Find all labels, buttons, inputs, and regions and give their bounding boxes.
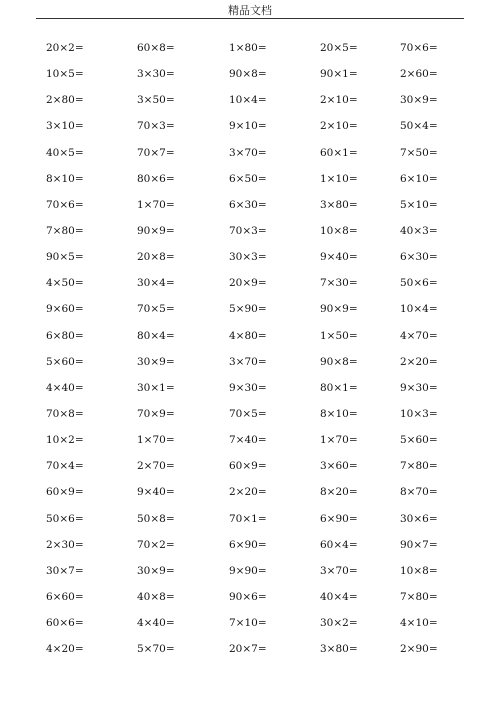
problem-item: 40×5= <box>46 146 84 159</box>
problem-item: 6×90= <box>229 538 267 551</box>
header-title: 精品文档 <box>228 4 272 17</box>
problem-item: 40×4= <box>320 590 358 603</box>
problem-item: 70×5= <box>229 407 267 420</box>
problem-row <box>0 458 500 484</box>
problem-item: 9×60= <box>46 303 84 316</box>
problem-item: 30×9= <box>137 564 175 577</box>
problem-item: 4×70= <box>400 329 438 342</box>
problem-item: 10×4= <box>400 303 438 316</box>
problem-item: 70×1= <box>229 512 267 525</box>
problem-item: 50×6= <box>400 277 438 290</box>
problem-row <box>0 92 500 118</box>
problem-item: 70×4= <box>46 460 84 473</box>
problem-item: 3×70= <box>229 146 267 159</box>
problem-item: 9×40= <box>320 251 358 264</box>
problem-grid <box>0 40 500 667</box>
problem-item: 20×5= <box>320 42 358 54</box>
problem-item: 3×50= <box>137 94 175 107</box>
problem-row <box>0 589 500 615</box>
problem-item: 10×4= <box>229 94 267 107</box>
problem-row <box>0 406 500 432</box>
problem-item: 90×6= <box>229 590 267 603</box>
problem-row <box>0 537 500 563</box>
problem-item: 50×8= <box>137 512 175 525</box>
problem-item: 8×20= <box>320 486 358 499</box>
problem-row <box>0 432 500 458</box>
problem-item: 2×70= <box>137 460 175 473</box>
problem-item: 2×80= <box>46 94 84 107</box>
problem-item: 90×9= <box>137 224 175 237</box>
problem-item: 6×50= <box>229 172 267 185</box>
problem-item: 70×3= <box>137 120 175 133</box>
problem-item: 60×9= <box>229 460 267 473</box>
problem-item: 2×20= <box>229 486 267 499</box>
problem-item: 6×30= <box>400 251 438 264</box>
problem-item: 7×80= <box>400 460 438 473</box>
problem-item: 9×10= <box>229 120 267 133</box>
problem-item: 60×4= <box>320 538 358 551</box>
problem-item: 1×50= <box>320 329 358 342</box>
problem-item: 3×10= <box>46 120 84 133</box>
problem-item: 20×2= <box>46 42 84 54</box>
problem-item: 4×80= <box>229 329 267 342</box>
problem-item: 3×80= <box>320 198 358 211</box>
problem-row <box>0 615 500 641</box>
problem-item: 90×1= <box>320 68 358 81</box>
problem-item: 50×4= <box>400 120 438 133</box>
page-header <box>36 0 464 19</box>
problem-item: 2×60= <box>400 68 438 81</box>
problem-row <box>0 145 500 171</box>
problem-row <box>0 171 500 197</box>
problem-item: 5×70= <box>137 643 175 656</box>
problem-item: 90×5= <box>46 251 84 264</box>
problem-item: 3×80= <box>320 643 358 656</box>
problem-item: 4×40= <box>137 617 175 630</box>
problem-row <box>0 197 500 223</box>
problem-row <box>0 118 500 144</box>
problem-item: 20×7= <box>229 643 267 656</box>
problem-item: 8×70= <box>400 486 438 499</box>
problem-item: 20×9= <box>229 277 267 290</box>
problem-item: 6×90= <box>320 512 358 525</box>
problem-item: 40×8= <box>137 590 175 603</box>
problem-item: 6×60= <box>46 590 84 603</box>
problem-item: 70×6= <box>400 42 438 54</box>
problem-item: 30×4= <box>137 277 175 290</box>
problem-item: 90×9= <box>320 303 358 316</box>
problem-item: 4×40= <box>46 381 84 394</box>
problem-item: 80×4= <box>137 329 175 342</box>
problem-item: 60×1= <box>320 146 358 159</box>
problem-item: 2×10= <box>320 120 358 133</box>
problem-item: 10×8= <box>320 224 358 237</box>
problem-item: 90×7= <box>400 538 438 551</box>
problem-item: 1×10= <box>320 172 358 185</box>
problem-item: 2×90= <box>400 643 438 656</box>
problem-item: 30×9= <box>137 355 175 368</box>
problem-row <box>0 223 500 249</box>
problem-item: 5×60= <box>46 355 84 368</box>
problem-item: 7×30= <box>320 277 358 290</box>
problem-item: 7×40= <box>229 434 267 447</box>
problem-row <box>0 40 500 66</box>
problem-row <box>0 249 500 275</box>
problem-item: 10×3= <box>400 407 438 420</box>
problem-row <box>0 66 500 92</box>
problem-row <box>0 354 500 380</box>
problem-item: 8×10= <box>46 172 84 185</box>
problem-item: 1×70= <box>137 198 175 211</box>
problem-item: 30×9= <box>400 94 438 107</box>
problem-item: 6×10= <box>400 172 438 185</box>
problem-row <box>0 301 500 327</box>
problem-item: 1×70= <box>137 434 175 447</box>
problem-row <box>0 484 500 510</box>
problem-item: 2×30= <box>46 538 84 551</box>
problem-item: 1×80= <box>229 42 267 54</box>
problem-item: 7×50= <box>400 146 438 159</box>
problem-item: 5×10= <box>400 198 438 211</box>
problem-item: 3×30= <box>137 68 175 81</box>
problem-item: 9×30= <box>229 381 267 394</box>
problem-item: 60×8= <box>137 42 175 54</box>
problem-item: 9×90= <box>229 564 267 577</box>
problem-item: 90×8= <box>229 68 267 81</box>
problem-row <box>0 275 500 301</box>
problem-item: 3×60= <box>320 460 358 473</box>
problem-item: 7×80= <box>46 224 84 237</box>
problem-item: 6×80= <box>46 329 84 342</box>
problem-item: 30×7= <box>46 564 84 577</box>
problem-item: 1×70= <box>320 434 358 447</box>
problem-item: 70×3= <box>229 224 267 237</box>
problem-item: 30×3= <box>229 251 267 264</box>
problem-item: 4×20= <box>46 643 84 656</box>
problem-item: 2×10= <box>320 94 358 107</box>
problem-item: 30×6= <box>400 512 438 525</box>
problem-row <box>0 511 500 537</box>
problem-item: 9×40= <box>137 486 175 499</box>
problem-row <box>0 380 500 406</box>
problem-item: 70×2= <box>137 538 175 551</box>
problem-item: 80×6= <box>137 172 175 185</box>
problem-item: 3×70= <box>229 355 267 368</box>
problem-item: 60×6= <box>46 617 84 630</box>
problem-item: 7×10= <box>229 617 267 630</box>
problem-item: 90×8= <box>320 355 358 368</box>
problem-item: 10×8= <box>400 564 438 577</box>
problem-row <box>0 328 500 354</box>
problem-row <box>0 563 500 589</box>
problem-item: 5×90= <box>229 303 267 316</box>
problem-item: 9×30= <box>400 381 438 394</box>
problem-item: 5×60= <box>400 434 438 447</box>
problem-item: 10×5= <box>46 68 84 81</box>
problem-item: 3×70= <box>320 564 358 577</box>
problem-item: 70×8= <box>46 407 84 420</box>
problem-item: 2×20= <box>400 355 438 368</box>
problem-item: 7×80= <box>400 590 438 603</box>
problem-item: 70×6= <box>46 198 84 211</box>
problem-item: 6×30= <box>229 198 267 211</box>
problem-item: 10×2= <box>46 434 84 447</box>
problem-item: 30×1= <box>137 381 175 394</box>
problem-item: 4×10= <box>400 617 438 630</box>
problem-item: 8×10= <box>320 407 358 420</box>
problem-item: 60×9= <box>46 486 84 499</box>
problem-item: 30×2= <box>320 617 358 630</box>
problem-item: 70×7= <box>137 146 175 159</box>
problem-item: 40×3= <box>400 224 438 237</box>
problem-item: 70×5= <box>137 303 175 316</box>
problem-item: 4×50= <box>46 277 84 290</box>
problem-item: 80×1= <box>320 381 358 394</box>
problem-item: 50×6= <box>46 512 84 525</box>
problem-row <box>0 641 500 667</box>
problem-item: 70×9= <box>137 407 175 420</box>
problem-item: 20×8= <box>137 251 175 264</box>
